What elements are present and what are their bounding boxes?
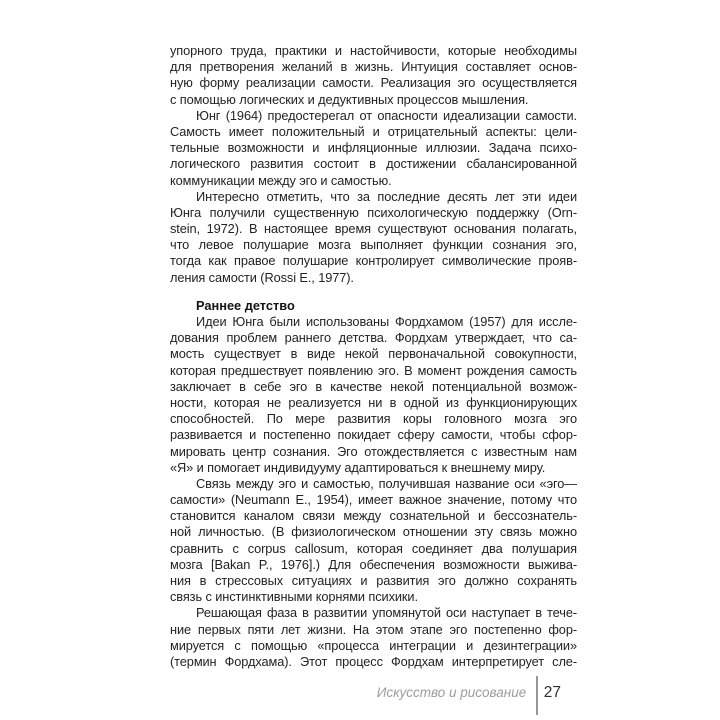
- footer-divider: [536, 676, 538, 715]
- text-line: способностей. По мере развития коры головного мозга эго: [170, 411, 577, 427]
- text-line: Юнга получили существенную психологическую поддержку (Orn-: [170, 204, 577, 220]
- text-line: коммуникации между эго и самостью.: [170, 172, 392, 188]
- paragraph: [170, 108, 577, 189]
- text-line: для претворения желаний в жизнь. Интуиция составляет основ-: [170, 59, 577, 75]
- text-line: Решающая фаза в развитии упомянутой оси наступает в тече-: [196, 605, 577, 621]
- page-number: 27: [543, 684, 561, 701]
- text-line: мость существует в виде некой первоначальной совокупности,: [170, 346, 577, 362]
- section-heading: Раннее детство: [196, 297, 295, 313]
- text-line: Связь между эго и самостью, получившая название оси «эго—: [196, 475, 577, 491]
- text-line: связь с инстинктивными корнями психики.: [170, 589, 418, 605]
- text-line: Самость имеет положительный и отрицательный аспекты: цели-: [170, 123, 577, 139]
- text-line: с помощью логических и дедуктивных процессов мышления.: [170, 91, 529, 107]
- text-line: Интересно отметить, что за последние десять лет эти идеи: [196, 188, 577, 204]
- text-line: что левое полушарие мозга выполняет функции сознания эго,: [170, 237, 577, 253]
- text-line: «Я» и помогает индивидууму адаптироваться к внешнему миру.: [170, 459, 546, 475]
- text-line: ния в стрессовых ситуациях и развития эго должно сохранять: [170, 573, 577, 588]
- paragraph: [170, 476, 577, 606]
- text-line: тельные возможности и инфляционные иллюзии. Задача психо-: [170, 140, 577, 156]
- text-line: Юнг (1964) предостерегал от опасности идеализации самости.: [196, 107, 577, 123]
- paragraph: [170, 605, 577, 670]
- text-line: ной личностью. (В физиологическом отношении эту связь можно: [170, 524, 577, 540]
- text-line: stein, 1972). В настоящее время существуют основания полагать,: [170, 221, 577, 237]
- text-line: ления самости (Rossi E., 1977).: [170, 269, 354, 285]
- text-line: логического развития состоит в достижении сбалансированной: [170, 156, 577, 172]
- text-line: тогда как правое полушарие контролирует символические прояв-: [170, 253, 577, 269]
- text-line: мируется с помощью «процесса интеграции и дезинтеграции»: [170, 637, 577, 653]
- paragraph: [170, 314, 577, 476]
- text-line: дования проблем раннего детства. Фордхам утверждает, что са-: [170, 330, 577, 346]
- text-line: мировать центр сознания. Эго отождествляется с известным нам: [170, 443, 577, 459]
- text-line: ную форму реализации самости. Реализация эго осуществляется: [170, 75, 577, 91]
- text-line: (термин Фордхама). Этот процесс Фордхам интерпретирует сле-: [170, 653, 577, 669]
- text-line: заключает в себе эго в качестве некой потенциальной возмож-: [170, 378, 577, 394]
- page-footer: [170, 676, 577, 715]
- text-line: упорного труда, практики и настойчивости, которые необходимы: [170, 43, 577, 58]
- text-line: мозга [Bakan P., 1976].) Для обеспечения возможности выжива-: [170, 556, 577, 572]
- paragraph: [170, 43, 577, 108]
- text-line: развивается и постепенно покидает сферу самости, чтобы сфор-: [170, 427, 577, 443]
- text-line: которая предшествует появлению эго. В момент рождения самость: [170, 362, 577, 378]
- text-line: ности, которая не реализуется ни в одной из функционирующих: [170, 394, 577, 410]
- paragraph: [170, 189, 577, 286]
- text-column: [170, 43, 577, 670]
- text-line: ние первых пяти лет жизни. На этом этапе эго постепенно фор-: [170, 621, 577, 637]
- running-title: Искусство и рисование: [376, 685, 527, 700]
- text-line: сравнить с corpus callosum, которая соединяет два полушария: [170, 540, 577, 556]
- text-line: Идеи Юнга были использованы Фордхамом (1957) для иссле-: [196, 314, 577, 329]
- text-line: становится каналом связи между сознательной и бессознатель-: [170, 508, 577, 524]
- text-line: самости» (Neumann E., 1954), имеет важное значение, потому что: [170, 492, 577, 508]
